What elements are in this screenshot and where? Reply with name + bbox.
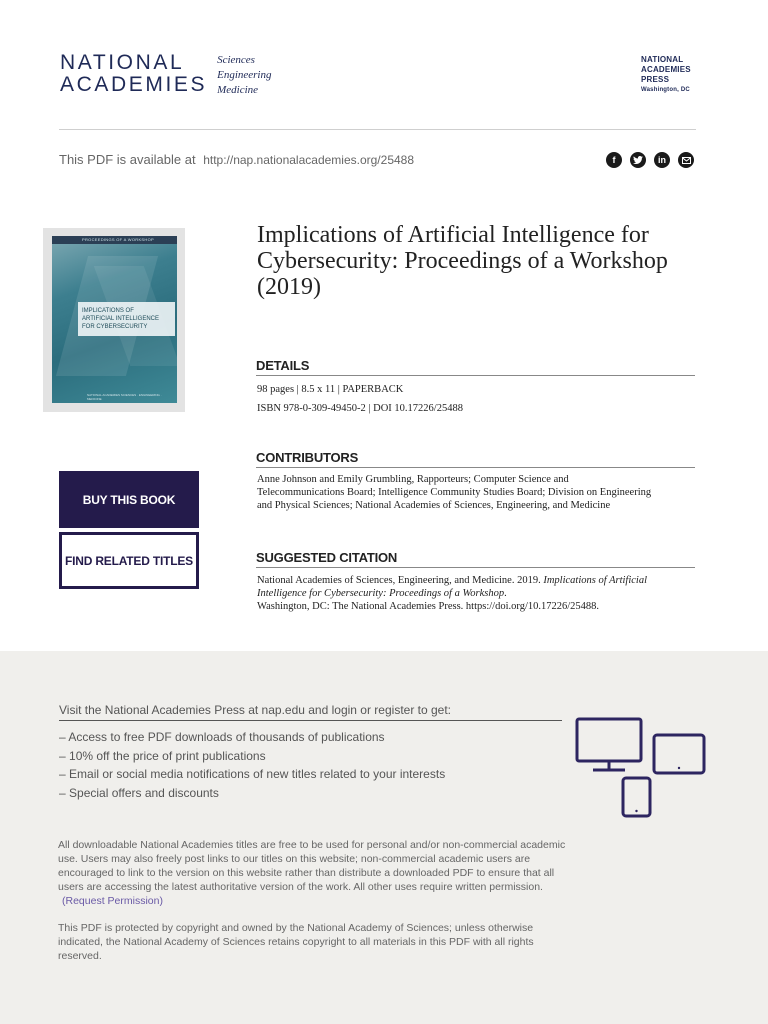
header-divider	[59, 129, 696, 130]
availability-line	[59, 152, 414, 167]
cover-title-line: IMPLICATIONS OF	[82, 308, 134, 314]
press-line-3: PRESS	[641, 75, 670, 84]
email-icon[interactable]	[678, 152, 694, 168]
details-heading: DETAILS	[256, 358, 695, 376]
usage-notice	[58, 838, 568, 908]
logo-sub-sciences: Sciences	[217, 54, 255, 66]
contributors-heading: CONTRIBUTORS	[256, 450, 695, 468]
logo-sub-medicine: Medicine	[217, 84, 259, 96]
details-pages: 98 pages | 8.5 x 11 | PAPERBACK	[257, 384, 404, 395]
linkedin-icon[interactable]: in	[654, 152, 670, 168]
details-text	[257, 383, 667, 415]
press-logo	[641, 55, 691, 95]
list-item: – 10% off the price of print publications	[59, 747, 445, 766]
press-location: Washington, DC	[641, 87, 690, 93]
buy-this-book-button[interactable]: BUY THIS BOOK	[59, 471, 199, 528]
logo-sub-engineering: Engineering	[217, 69, 272, 81]
cover-publisher: NATIONAL ACADEMIES SCIENCES · ENGINEERING · MEDICINE	[87, 393, 162, 401]
availability-link[interactable]: http://nap.nationalacademies.org/25488	[203, 153, 415, 167]
citation-text	[257, 574, 662, 613]
cover-title	[78, 302, 175, 336]
book-title: Implications of Artificial Intelligence for Cybersecurity: Proceedings of a Workshop (2019)	[257, 222, 668, 300]
social-share	[606, 152, 694, 168]
citation-period: .	[504, 588, 507, 599]
devices-icon	[575, 717, 707, 819]
cover-title-line: ARTIFICIAL INTELLIGENCE	[82, 316, 160, 322]
list-item: – Access to free PDF downloads of thousands of publications	[59, 728, 445, 747]
citation-title: Implications of Artificial Intelligence for Cybersecurity: Proceedings of a Workshop	[257, 575, 647, 599]
usage-notice-text: All downloadable National Academies titles are free to be used for personal and/or non-commercial academic use. Users may also freely post links to our titles on this website; non-commercial academic users are encouraged to link to the version on this website rather than distribute a downloaded PDF to ensure that all users are accessing the latest authoritative version of the work. All other uses require written permission.	[58, 839, 566, 893]
list-item: – Email or social media notifications of new titles related to your interests	[59, 765, 445, 784]
availability-text: This PDF is available at	[59, 152, 196, 167]
request-permission-link[interactable]: (Request Permission)	[62, 895, 163, 907]
benefits-list	[59, 728, 445, 802]
citation-authors: National Academies of Sciences, Engineering, and Medicine. 2019.	[257, 575, 544, 586]
logo-line-1: NATIONAL	[60, 51, 185, 74]
contributors-text: Anne Johnson and Emily Grumbling, Rapporteurs; Computer Science and Telecommunications Board; Intelligence Community Studies Board; Division on Engineering and Physical Sciences; National Academies of Sciences, Engineering, and Medicine	[257, 474, 652, 511]
logo-wordmark	[60, 52, 207, 96]
press-line-1: NATIONAL	[641, 55, 684, 64]
find-related-titles-label: FIND RELATED TITLES	[62, 535, 196, 586]
details-isbn: ISBN 978-0-309-49450-2 | DOI 10.17226/25488	[257, 403, 463, 414]
logo-line-2: ACADEMIES	[60, 73, 208, 96]
citation-heading: SUGGESTED CITATION	[256, 550, 695, 568]
copyright-notice: This PDF is protected by copyright and owned by the National Academy of Sciences; unless otherwise indicated, the National Academy of Sciences retains copyright to all materials in this PDF with all rights reserved.	[58, 922, 534, 962]
list-item: – Special offers and discounts	[59, 784, 445, 803]
press-line-2: ACADEMIES	[641, 65, 691, 74]
visit-nap-text: Visit the National Academies Press at nap.edu and login or register to get:	[59, 703, 562, 721]
find-related-titles-button[interactable]	[59, 532, 199, 589]
cover-ribbon: PROCEEDINGS OF A WORKSHOP	[52, 236, 177, 244]
logo-subtitle	[217, 53, 271, 98]
facebook-icon[interactable]: f	[606, 152, 622, 168]
book-cover[interactable]	[52, 236, 177, 403]
twitter-icon[interactable]	[630, 152, 646, 168]
cover-title-line: FOR CYBERSECURITY	[82, 324, 148, 330]
national-academies-logo	[60, 52, 271, 98]
citation-publisher: Washington, DC: The National Academies Press. https://doi.org/10.17226/25488.	[257, 601, 600, 612]
